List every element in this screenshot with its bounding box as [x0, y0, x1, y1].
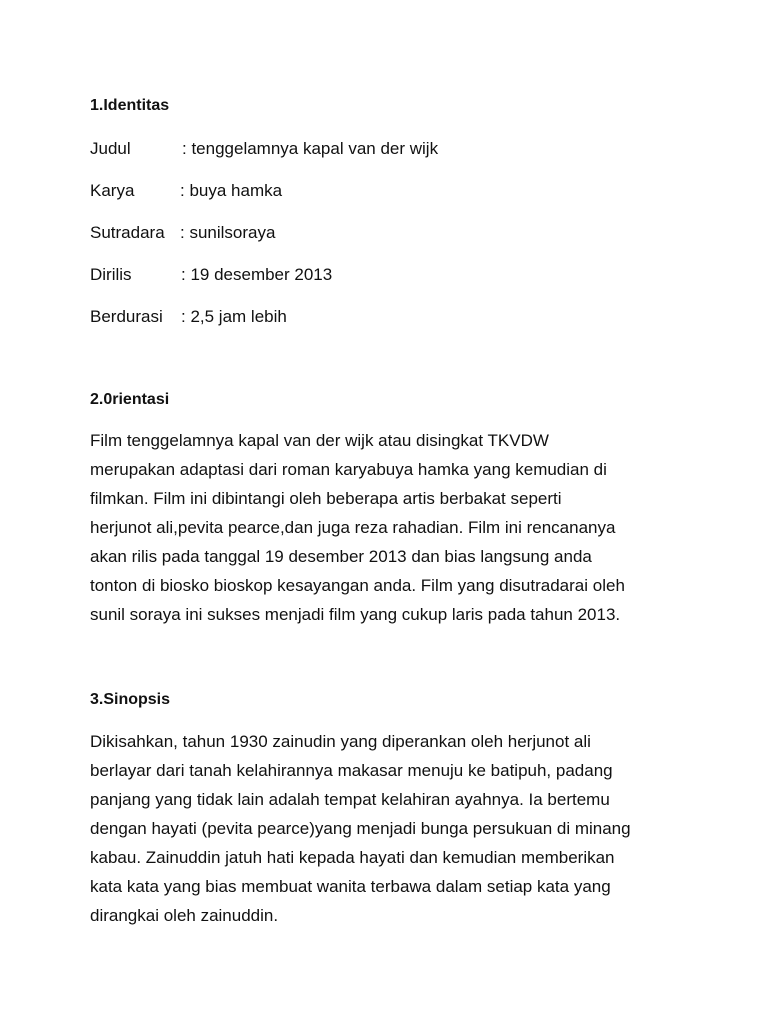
field-label: Berdurasi — [90, 307, 163, 326]
paragraph-line: merupakan adaptasi dari roman karyabuya hamka yang kemudian di — [90, 460, 607, 479]
paragraph-line: filmkan. Film ini dibintangi oleh beberapa artis berbakat seperti — [90, 489, 562, 508]
field-value: : buya hamka — [180, 181, 283, 200]
paragraph-line: herjunot ali,pevita pearce,dan juga reza rahadian. Film ini rencananya — [90, 518, 616, 537]
field-judul — [90, 138, 690, 160]
paragraph-line: dirangkai oleh zainuddin. — [90, 906, 279, 925]
field-value: : sunilsoraya — [180, 223, 276, 242]
paragraph-line: Dikisahkan, tahun 1930 zainudin yang diperankan oleh herjunot ali — [90, 732, 591, 751]
field-label: Dirilis — [90, 265, 132, 284]
paragraph-sinopsis — [90, 727, 690, 930]
field-value: : 19 desember 2013 — [181, 265, 333, 284]
paragraph-line: kabau. Zainuddin jatuh hati kepada hayati dan kemudian memberikan — [90, 848, 615, 867]
paragraph-line: panjang yang tidak lain adalah tempat kelahiran ayahnya. Ia bertemu — [90, 790, 610, 809]
paragraph-line: sunil soraya ini sukses menjadi film yang cukup laris pada tahun 2013. — [90, 605, 621, 624]
field-sutradara — [90, 222, 690, 244]
field-value: : tenggelamnya kapal van der wijk — [182, 139, 439, 158]
paragraph-line: tonton di biosko bioskop kesayangan anda. Film yang disutradarai oleh — [90, 576, 625, 595]
section-heading-orientasi: 2.0rientasi — [90, 391, 170, 408]
field-berdurasi — [90, 306, 690, 328]
paragraph-line: akan rilis pada tanggal 19 desember 2013 dan bias langsung anda — [90, 547, 592, 566]
field-karya — [90, 180, 690, 202]
paragraph-line: kata kata yang bias membuat wanita terbawa dalam setiap kata yang — [90, 877, 611, 896]
field-label: Sutradara — [90, 223, 165, 242]
section-heading-sinopsis: 3.Sinopsis — [90, 691, 171, 708]
paragraph-line: dengan hayati (pevita pearce)yang menjadi bunga persukuan di minang — [90, 819, 631, 838]
field-dirilis — [90, 264, 690, 286]
paragraph-line: Film tenggelamnya kapal van der wijk atau disingkat TKVDW — [90, 431, 549, 450]
paragraph-orientasi — [90, 426, 690, 629]
section-heading-identitas: 1.Identitas — [90, 97, 170, 114]
field-label: Judul — [90, 139, 131, 158]
paragraph-line: berlayar dari tanah kelahirannya makasar menuju ke batipuh, padang — [90, 761, 613, 780]
field-value: : 2,5 jam lebih — [181, 307, 287, 326]
field-label: Karya — [90, 181, 135, 200]
